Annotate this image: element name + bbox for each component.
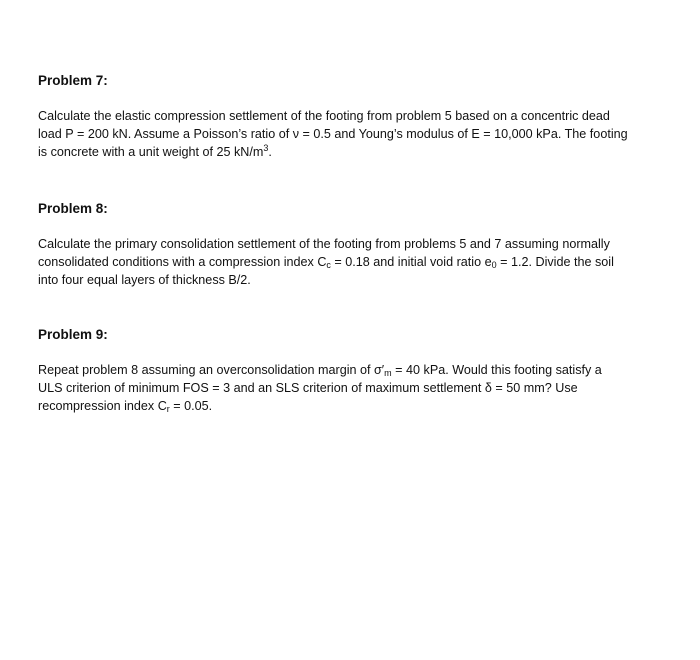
- text-segment: consolidated conditions with a compression index C: [38, 255, 327, 269]
- text-segment: = 40 kPa. Would this footing satisfy a: [391, 363, 602, 377]
- problem-9-line-3: [38, 397, 668, 415]
- text-segment: .: [268, 145, 272, 159]
- text-segment: = 1.2. Divide the soil: [496, 255, 614, 269]
- problem-8-title: Problem 8:: [38, 201, 108, 216]
- problem-8-text: [38, 235, 668, 289]
- subscript: r: [166, 404, 170, 414]
- text-segment: = 0.05.: [169, 399, 213, 413]
- subscript: c: [326, 260, 331, 270]
- problem-7-line-1: [38, 107, 668, 125]
- text-segment: Repeat problem 8 assuming an overconsolidation margin of σ′: [38, 363, 385, 377]
- problem-9-text: [38, 361, 668, 415]
- problem-7-line-3: [38, 143, 668, 161]
- text-segment: Calculate the elastic compression settlement of the footing from problem 5 based on a concentric dead: [38, 109, 610, 123]
- problem-9-line-1: [38, 361, 668, 379]
- text-segment: into four equal layers of thickness B/2.: [38, 273, 251, 287]
- subscript: 0: [491, 260, 497, 270]
- text-segment: ULS criterion of minimum FOS = 3 and an SLS criterion of maximum settlement δ = 50 mm? Use: [38, 381, 578, 395]
- superscript: 3: [263, 143, 269, 153]
- problem-7-line-2: [38, 125, 668, 143]
- problem-8-line-2: [38, 253, 668, 271]
- problem-9-line-2: [38, 379, 668, 397]
- problem-7-text: [38, 107, 668, 161]
- problem-8-line-3: [38, 271, 668, 289]
- text-segment: Calculate the primary consolidation settlement of the footing from problems 5 and 7 assuming normally: [38, 237, 610, 251]
- problem-9-title: Problem 9:: [38, 327, 108, 342]
- text-segment: load P = 200 kN. Assume a Poisson’s ratio of ν = 0.5 and Young’s modulus of E = 10,000 kPa. The footing: [38, 127, 628, 141]
- subscript: m: [384, 368, 392, 378]
- problem-7-title: Problem 7:: [38, 73, 108, 88]
- text-segment: = 0.18 and initial void ratio e: [330, 255, 492, 269]
- problem-8: [38, 200, 668, 287]
- text-segment: is concrete with a unit weight of 25 kN/m: [38, 145, 264, 159]
- text-segment: recompression index C: [38, 399, 167, 413]
- problem-8-line-1: [38, 235, 668, 253]
- problem-7: [38, 72, 668, 159]
